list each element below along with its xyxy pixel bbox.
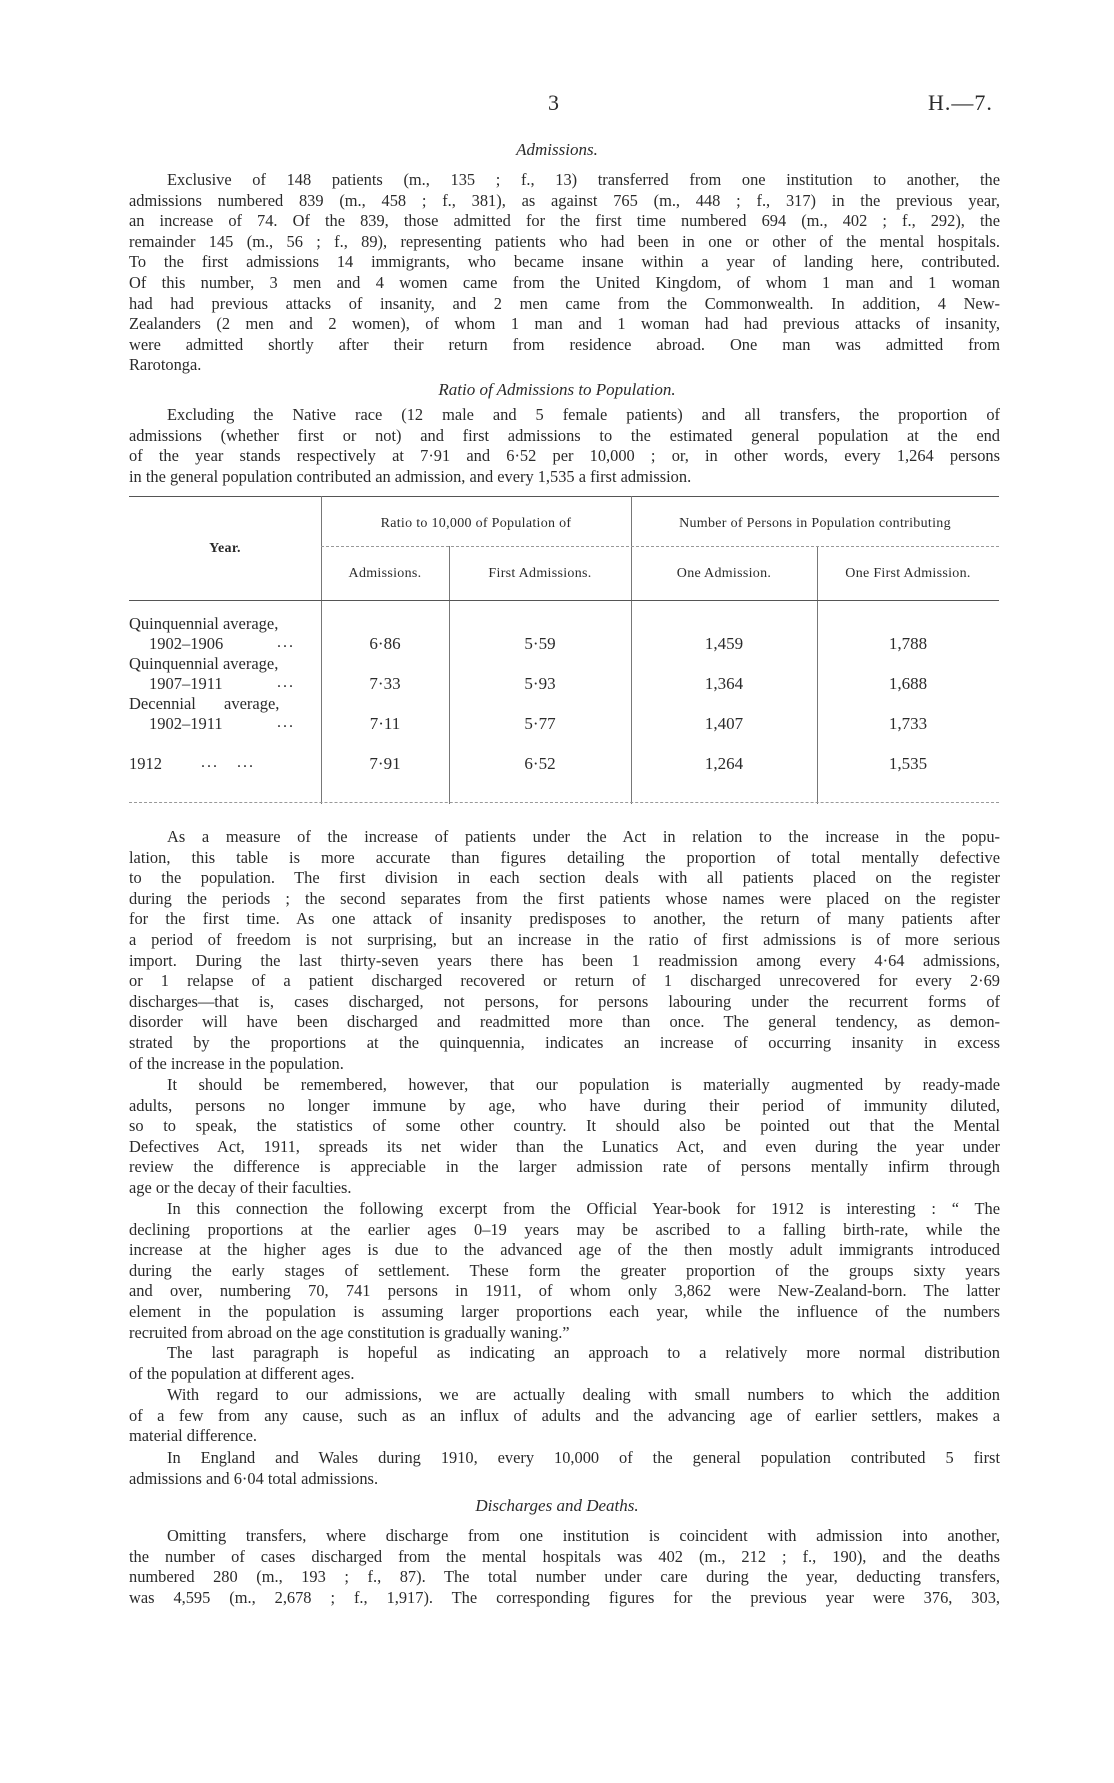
text-line: disorder will have been discharged and readmitted more than once. The general tendency, as demon- [129, 1012, 1000, 1032]
text-line: Defectives Act, 1911, spreads its net wider than the Lunatics Act, and even during the year under [129, 1136, 1000, 1156]
text-line: and over, numbering 70, 741 persons in 1911, of whom only 3,862 were New-Zealand-born. The latter [129, 1281, 1000, 1301]
table-cell: 6·52 [524, 754, 556, 773]
row-label: Decennial average, [129, 694, 280, 713]
table-cell: 5·93 [524, 674, 556, 693]
text-line: Exclusive of 148 patients (m., 135 ; f., 13) transferred from one institution to another, the [167, 170, 1000, 189]
body-paragraph-6 [129, 1448, 1000, 1489]
table-cell: 7·91 [369, 754, 401, 773]
text-line: In England and Wales during 1910, every 10,000 of the general population contributed 5 first [167, 1448, 1000, 1467]
leader-dots: ... ... [201, 754, 255, 771]
body-paragraph-1 [129, 827, 1000, 1074]
body-paragraph-2 [129, 1075, 1000, 1199]
text-line: review the difference is appreciable in the larger admission rate of persons mentally infirm through [129, 1157, 1000, 1177]
body-paragraph-3 [129, 1199, 1000, 1343]
col-year-header: Year. [209, 541, 241, 556]
text-line: admissions (whether first or not) and first admissions to the estimated general population at the end [129, 425, 1000, 445]
page-number: 3 [548, 90, 559, 115]
discharges-paragraph [129, 1526, 1000, 1608]
text-line: a period of freedom is not surprising, but an increase in the ratio of first admissions is of more serious [129, 929, 1000, 949]
text-line: during the periods ; the second separates from the first patients whose names were placed on the register [129, 888, 1000, 908]
text-line: To the first admissions 14 immigrants, who became insane within a year of landing here, contributed. [129, 252, 1000, 272]
text-line: Zealanders (2 men and 2 women), of whom 1 man and 1 woman had had previous attacks of insanity, [129, 314, 1000, 334]
text-line: had had previous attacks of insanity, and 2 men came from the Commonwealth. In addition, 4 New- [129, 293, 1000, 313]
leader-dots: ... [277, 634, 295, 651]
text-line: recruited from abroad on the age constitution is gradually waning.” [129, 1322, 570, 1342]
leader-dots: ... [277, 714, 295, 731]
text-line: Rarotonga. [129, 355, 202, 375]
text-line: With regard to our admissions, we are actually dealing with small numbers to which the addition [167, 1385, 1000, 1404]
text-line: discharges—that is, cases discharged, not persons, for persons labouring under the recurrent forms of [129, 991, 1000, 1011]
text-line: of a few from any cause, such as an influx of adults and the advancing age of earlier settlers, makes a [129, 1405, 1000, 1425]
text-line: element in the population is assuming larger proportions each year, while the influence of the numbers [129, 1301, 1000, 1321]
ratio-paragraph [129, 405, 1000, 487]
text-line: declining proportions at the earlier ages 0–19 years may be ascribed to a falling birth-rate, while the [129, 1219, 1000, 1239]
text-line: Omitting transfers, where discharge from one institution is coincident with admission into another, [167, 1526, 1000, 1545]
text-line: numbered 280 (m., 193 ; f., 87). The total number under care during the year, deducting transfers, [129, 1567, 1000, 1587]
table-cell: 5·77 [524, 714, 556, 733]
row-period: 1902–1911 [149, 714, 223, 733]
table-cell: 6·86 [369, 634, 401, 653]
group-persons-header: Number of Persons in Population contributing [679, 516, 951, 531]
table-cell: 1,733 [888, 714, 928, 733]
text-line: was 4,595 (m., 2,678 ; f., 1,917). The corresponding figures for the previous year were 376, 303, [129, 1587, 1000, 1607]
text-line: In this connection the following excerpt from the Official Year-book for 1912 is interesting : “ The [167, 1199, 1000, 1218]
text-line: It should be remembered, however, that our population is materially augmented by ready-made [167, 1075, 1000, 1094]
text-line: admissions numbered 839 (m., 458 ; f., 381), as against 765 (m., 448 ; f., 317) in the previous year, [129, 190, 1000, 210]
document-reference: H.—7. [928, 90, 993, 115]
text-line: of the population at different ages. [129, 1363, 355, 1383]
table-cell: 1,535 [888, 754, 928, 773]
table-cell: 1,264 [704, 754, 744, 773]
sub-first-admissions-header: First Admissions. [488, 566, 592, 581]
row-period: 1907–1911 [149, 674, 223, 693]
table-cell: 1,459 [704, 634, 744, 653]
row-label: Quinquennial average, [129, 654, 279, 673]
table-cell: 5·59 [524, 634, 556, 653]
text-line: age or the decay of their faculties. [129, 1177, 352, 1197]
text-line: an increase of 74. Of the 839, those admitted for the first time numbered 694 (m., 402 ; f., 292), the [129, 211, 1000, 231]
text-line: Excluding the Native race (12 male and 5 female patients) and all transfers, the proportion of [167, 405, 1000, 424]
text-line: admissions and 6·04 total admissions. [129, 1468, 379, 1488]
text-line: during the early stages of settlement. These form the greater proportion of the groups sixty years [129, 1260, 1000, 1280]
text-line: strated by the proportions at the quinquennia, indicates an increase of occurring insanity in excess [129, 1032, 1000, 1052]
row-label: 1912 [129, 754, 162, 773]
ratio-table [129, 496, 999, 804]
discharges-heading: Discharges and Deaths. [475, 1496, 639, 1515]
table-cell: 7·33 [369, 674, 401, 693]
text-line: import. During the last thirty-seven years there has been 1 readmission among every 4·64 admissions, [129, 950, 1000, 970]
text-line: Of this number, 3 men and 4 women came from the United Kingdom, of whom 1 man and 1 woman [129, 272, 1000, 292]
text-line: the number of cases discharged from the mental hospitals was 402 (m., 212 ; f., 190), and the deaths [129, 1546, 1000, 1566]
text-line: As a measure of the increase of patients under the Act in relation to the increase in the popu- [167, 827, 1000, 846]
table-cell: 7·11 [369, 714, 401, 733]
row-label: Quinquennial average, [129, 614, 279, 633]
text-line: remainder 145 (m., 56 ; f., 89), representing patients who had been in one or other of the mental hospitals. [129, 231, 1000, 251]
text-line: or 1 relapse of a patient discharged recovered or return of 1 discharged unrecovered for every 2·69 [129, 971, 1000, 991]
text-line: in the general population contributed an admission, and every 1,535 a first admission. [129, 466, 692, 486]
table-cell: 1,407 [704, 714, 744, 733]
text-line: increase at the higher ages is due to the advanced age of the then mostly adult immigrants introduced [129, 1240, 1000, 1260]
group-ratio-header: Ratio to 10,000 of Population of [380, 516, 572, 531]
text-line: for the first time. As one attack of insanity predisposes to another, the return of many patients after [129, 909, 1000, 929]
leader-dots: ... [277, 674, 295, 691]
text-line: of the year stands respectively at 7·91 and 6·52 per 10,000 ; or, in other words, every 1,264 persons [129, 446, 1000, 466]
sub-admissions-header: Admissions. [348, 566, 422, 581]
admissions-heading: Admissions. [516, 140, 598, 159]
ratio-heading: Ratio of Admissions to Population. [438, 380, 676, 399]
text-line: were admitted shortly after their return from residence abroad. One man was admitted from [129, 334, 1000, 354]
text-line: of the increase in the population. [129, 1053, 344, 1073]
table-cell: 1,364 [704, 674, 744, 693]
sub-one-admission-header: One Admission. [676, 566, 772, 581]
text-line: so to speak, the statistics of some other country. It should also be pointed out that the Mental [129, 1116, 1000, 1136]
row-period: 1902–1906 [149, 634, 224, 653]
text-line: material difference. [129, 1426, 258, 1446]
sub-one-first-admission-header: One First Admission. [845, 566, 971, 581]
text-line: to the population. The first division in each section deals with all patients placed on the register [129, 868, 1000, 888]
admissions-paragraph [129, 170, 1000, 376]
table-cell: 1,788 [888, 634, 928, 653]
table-cell: 1,688 [888, 674, 928, 693]
body-paragraph-4 [129, 1343, 1000, 1384]
text-line: lation, this table is more accurate than figures detailing the proportion of total mentally defective [129, 847, 1000, 867]
text-line: The last paragraph is hopeful as indicating an approach to a relatively more normal distribution [167, 1343, 1000, 1362]
text-line: adults, persons no longer immune by age, who have during their period of immunity diluted, [129, 1095, 1000, 1115]
body-paragraph-5 [129, 1385, 1000, 1447]
